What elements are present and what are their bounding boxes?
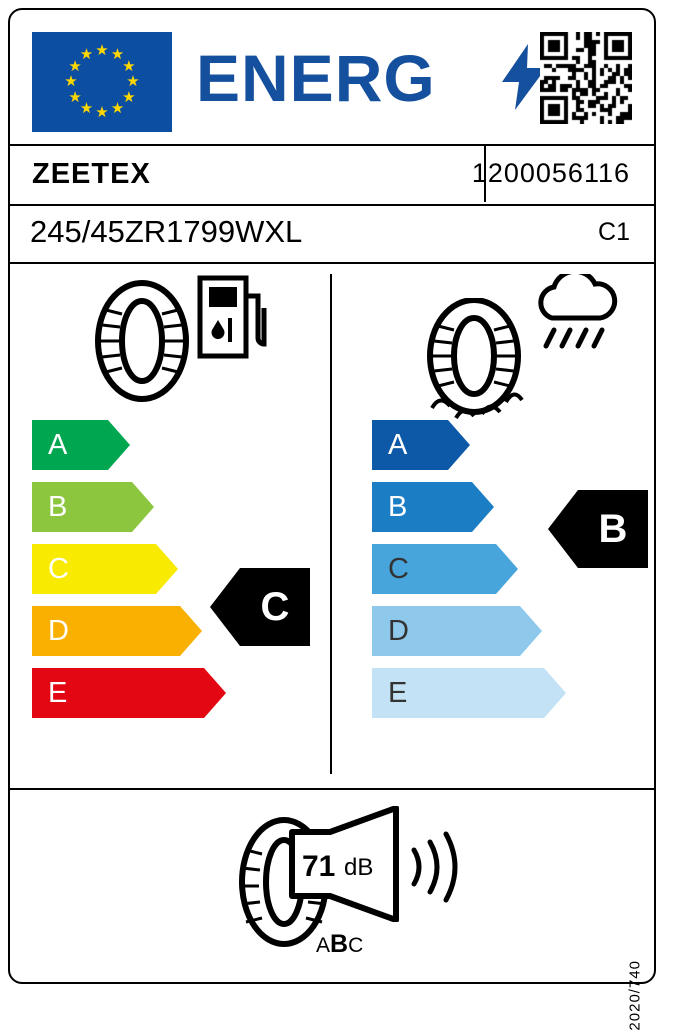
noise-class-a: A [316, 934, 331, 957]
eu-star-icon: ★ [68, 88, 82, 106]
grade-letter: E [388, 677, 408, 709]
eu-star-icon: ★ [122, 88, 136, 106]
grade-row [372, 668, 572, 718]
grade-row [372, 606, 572, 656]
regulation-reference: 2020/740 [627, 960, 644, 1031]
grade-bar [32, 420, 130, 470]
grade-letter: D [48, 615, 69, 647]
grade-row [32, 420, 232, 470]
qr-code-icon [540, 32, 632, 124]
wet-rating-badge [578, 490, 648, 568]
tyre-icon-fuel [92, 280, 192, 407]
fuel-pump-icon [196, 272, 270, 365]
fuel-rating-letter: C [260, 585, 290, 629]
noise-class-c: C [348, 934, 364, 957]
tyre-class: C1 [598, 218, 630, 246]
noise-value: 71 [302, 850, 336, 883]
sku-number: 1200056116 [471, 158, 630, 188]
eu-flag-icon [32, 32, 172, 132]
grade-row [32, 482, 232, 532]
tyre-energy-label [8, 8, 656, 1031]
brand-row [10, 144, 654, 204]
eu-star-icon: ★ [110, 99, 125, 117]
divider-brand-vertical [484, 144, 486, 202]
eu-star-icon: ★ [95, 42, 109, 59]
grade-letter: E [48, 677, 68, 709]
eu-star-icon: ★ [95, 104, 109, 121]
grade-row [372, 544, 572, 594]
grade-bar [372, 420, 470, 470]
label-header [10, 10, 654, 144]
ratings-panels [10, 262, 654, 788]
noise-class-scale [316, 930, 363, 959]
grade-letter: D [388, 615, 409, 647]
eu-star-icon: ★ [79, 46, 94, 64]
grade-row [32, 544, 232, 594]
grade-letter: A [388, 429, 408, 461]
grade-row [372, 420, 572, 470]
size-row [10, 204, 654, 262]
fuel-grade-scale [32, 420, 232, 730]
eu-star-icon: ★ [110, 46, 125, 64]
eu-star-icon: ★ [122, 57, 136, 75]
fuel-rating-badge [240, 568, 310, 646]
rain-cloud-icon [528, 274, 622, 365]
grade-letter: C [48, 553, 69, 585]
tyre-size: 245/45ZR1799WXL [30, 214, 303, 249]
eu-star-icon: ★ [68, 57, 82, 75]
noise-section [10, 788, 654, 984]
sound-waves-icon [408, 824, 464, 915]
grade-letter: A [48, 429, 68, 461]
wet-grade-scale [372, 420, 572, 730]
brand-name: ZEETEX [32, 158, 151, 190]
grade-letter: B [388, 491, 408, 523]
wet-rating-letter: B [598, 507, 628, 551]
grade-row [32, 668, 232, 718]
grade-row [372, 482, 572, 532]
eu-star-icon: ★ [126, 73, 140, 90]
noise-class-b: B [330, 930, 349, 958]
grade-letter: C [388, 553, 409, 585]
eu-star-icon: ★ [64, 73, 78, 90]
page-title: ENERG [196, 41, 436, 115]
eu-star-icon: ★ [79, 99, 94, 117]
noise-unit: dB [344, 854, 374, 881]
grade-row [32, 606, 232, 656]
divider-panels-vertical [330, 274, 332, 774]
grade-letter: B [48, 491, 68, 523]
